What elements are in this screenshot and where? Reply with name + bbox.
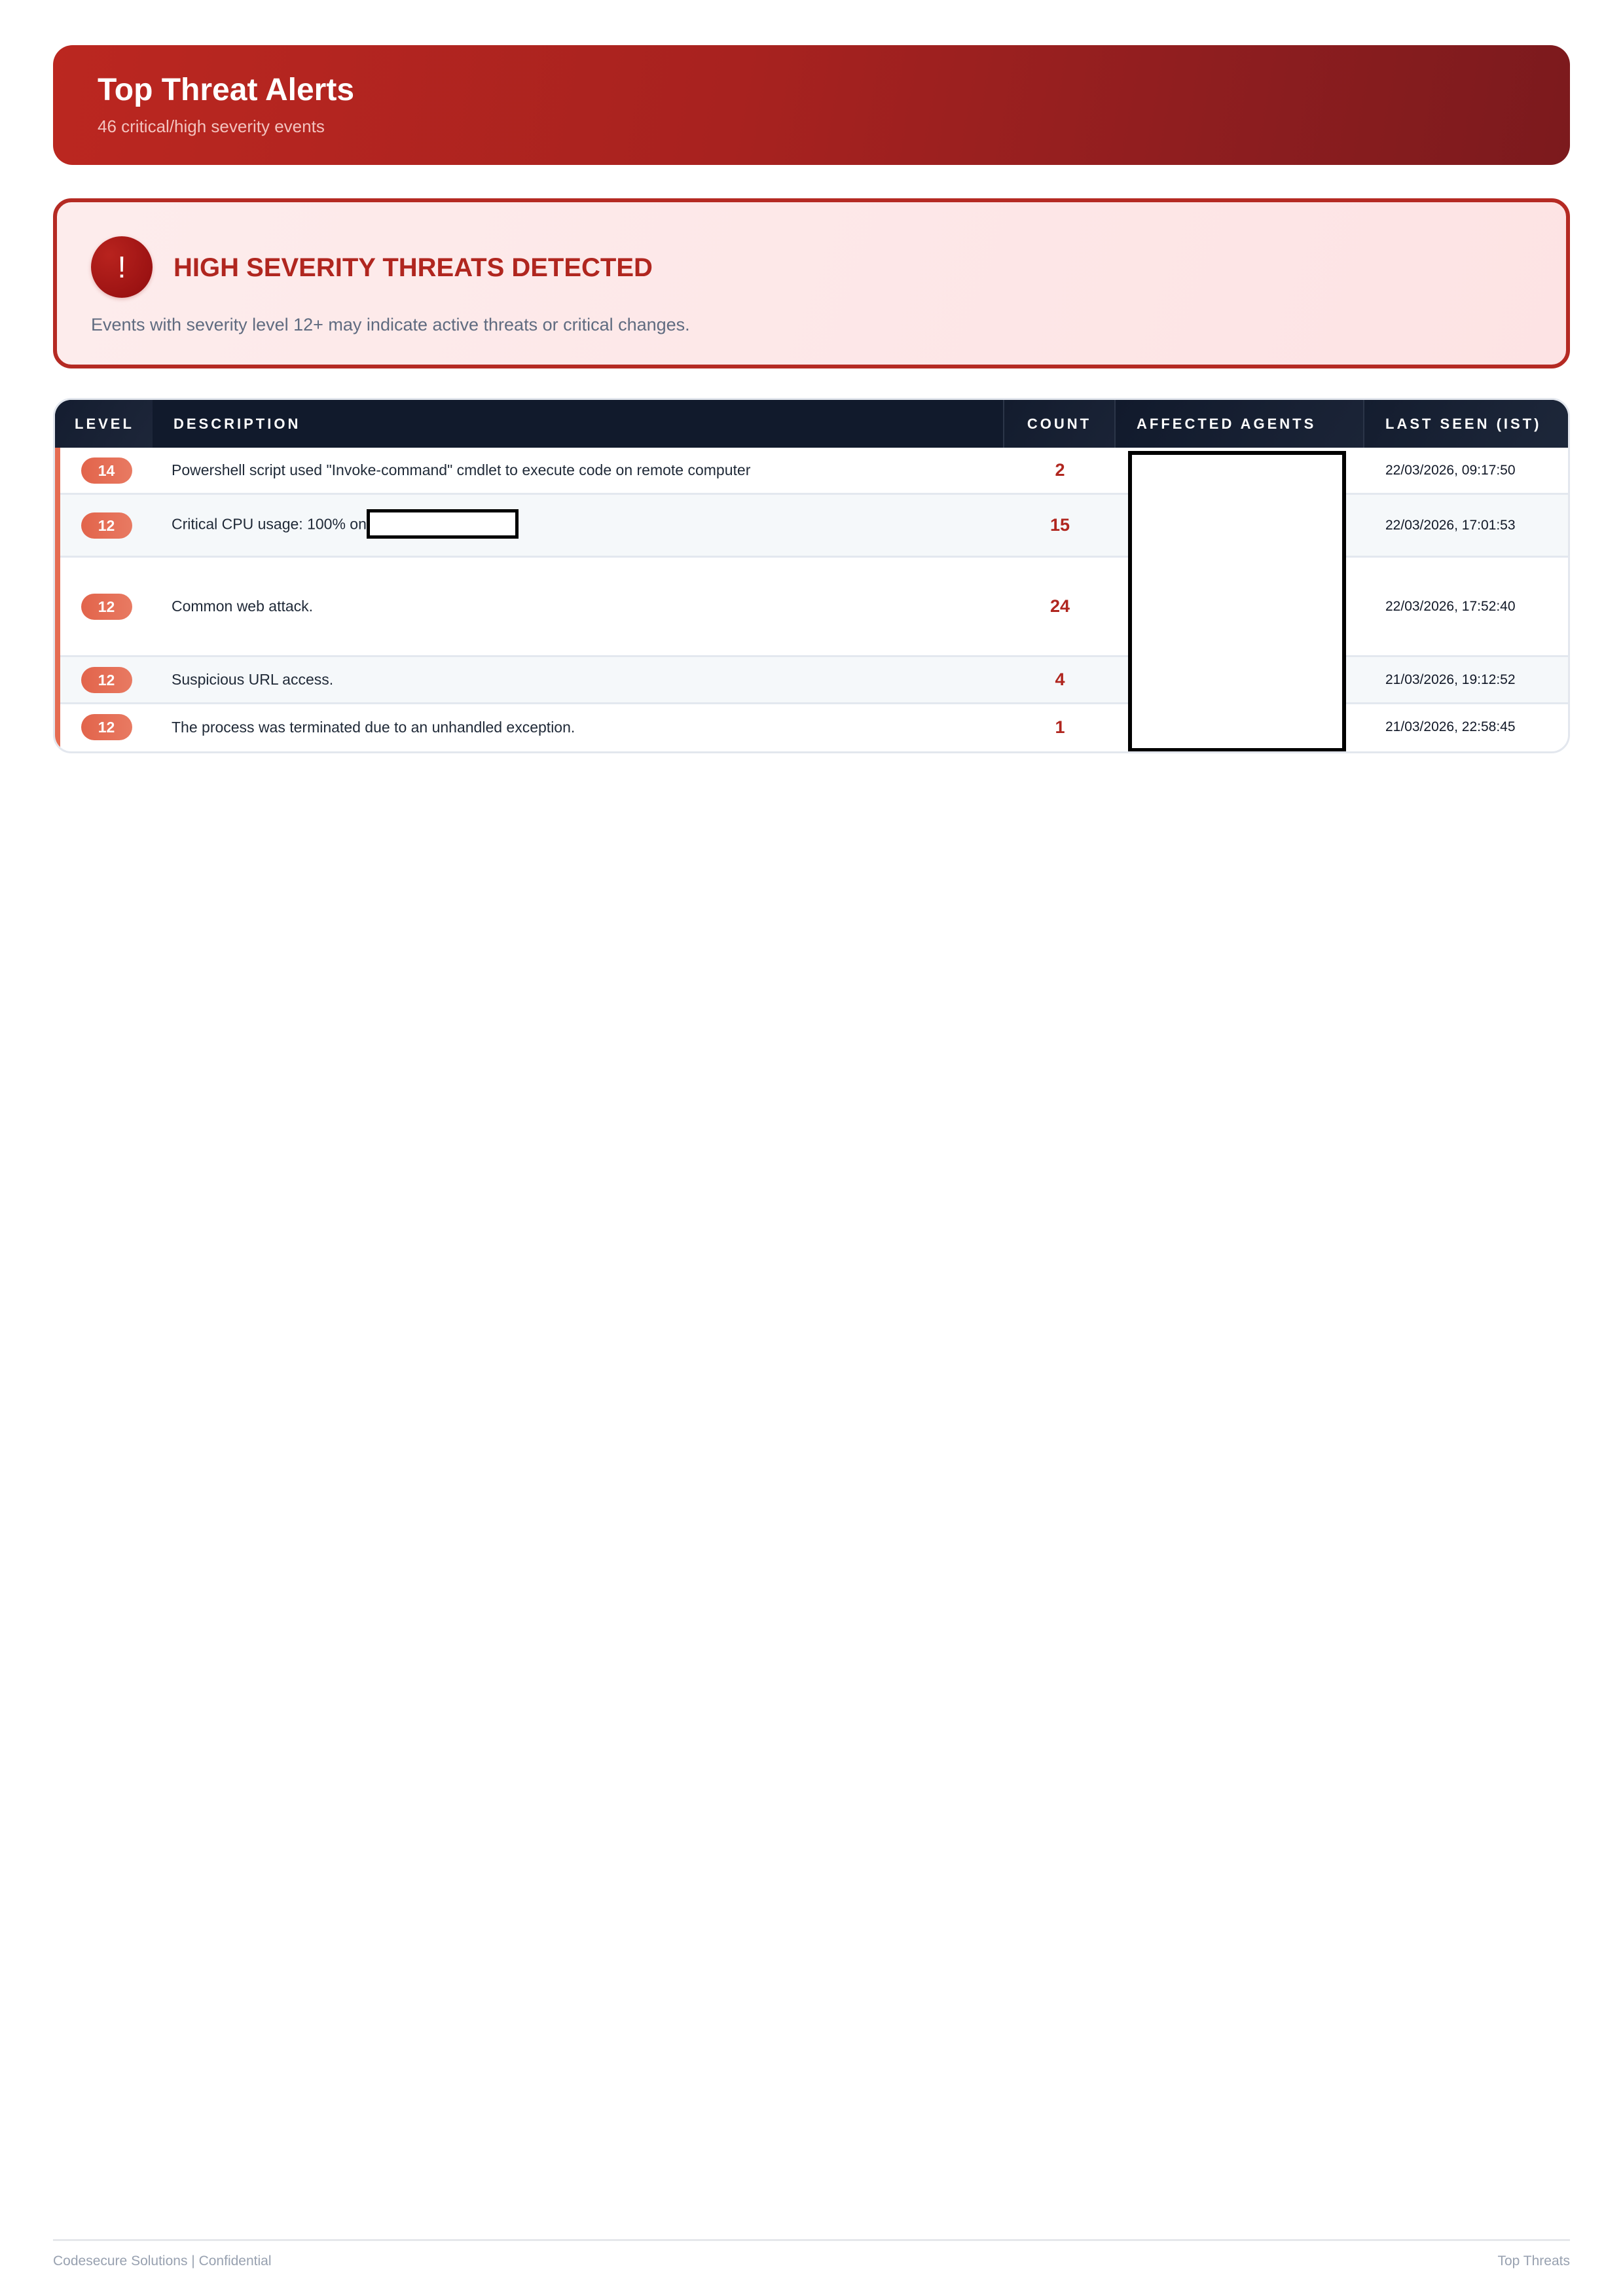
column-header-affected-agents: AFFECTED AGENTS [1116, 400, 1364, 448]
page-title: Top Threat Alerts [98, 73, 355, 107]
level-cell [55, 512, 153, 539]
last-seen-cell: 21/03/2026, 19:12:52 [1385, 672, 1516, 687]
severity-accent-bar [55, 558, 60, 657]
alert-title: HIGH SEVERITY THREATS DETECTED [173, 253, 653, 282]
footer-company-label: Codesecure Solutions | Confidential [53, 2253, 272, 2269]
footer-divider [53, 2239, 1570, 2241]
description-text: Critical CPU usage: 100% on [172, 515, 367, 533]
severity-badge: 12 [81, 714, 132, 740]
column-header-last-seen: LAST SEEN (IST) [1364, 400, 1568, 448]
last-seen-cell: 21/03/2026, 22:58:45 [1385, 719, 1516, 734]
severity-badge: 12 [81, 512, 132, 539]
last-seen-cell: 22/03/2026, 17:52:40 [1385, 598, 1516, 614]
count-cell: 15 [1049, 515, 1070, 535]
description-cell [153, 511, 1004, 540]
severity-badge: 12 [81, 667, 132, 693]
severity-accent-bar [55, 657, 60, 704]
severity-accent-bar [55, 495, 60, 558]
alert-description: Events with severity level 12+ may indicate active threats or critical changes. [91, 315, 690, 334]
description-cell: Powershell script used "Invoke-command" cmdlet to execute code on remote computer [172, 461, 751, 478]
column-header-count: COUNT [1004, 400, 1116, 448]
redacted-affected-agents [1128, 451, 1346, 752]
redacted-hostname [367, 509, 519, 539]
level-cell [55, 457, 153, 484]
severity-accent-bar [55, 704, 60, 752]
description-cell: Common web attack. [172, 598, 314, 615]
count-cell: 2 [1055, 460, 1065, 480]
page-subtitle: 46 critical/high severity events [98, 117, 325, 136]
level-cell [55, 594, 153, 620]
level-cell [55, 714, 153, 740]
footer-section-label: Top Threats [1497, 2253, 1570, 2269]
severity-badge: 12 [81, 594, 132, 620]
description-cell: Suspicious URL access. [172, 671, 334, 688]
count-cell: 4 [1055, 670, 1065, 689]
severity-badge: 14 [81, 457, 132, 484]
threat-alerts-table [53, 398, 1570, 753]
count-cell: 24 [1049, 596, 1070, 616]
page-header-banner [53, 45, 1570, 165]
description-cell: The process was terminated due to an unhandled exception. [172, 718, 575, 736]
column-header-description: DESCRIPTION [153, 400, 1004, 448]
count-cell: 1 [1055, 717, 1065, 737]
level-cell [55, 667, 153, 693]
exclamation-icon: ! [91, 236, 153, 298]
table-header [55, 400, 1568, 448]
last-seen-cell: 22/03/2026, 09:17:50 [1385, 462, 1516, 478]
high-severity-alert-box [53, 198, 1570, 368]
last-seen-cell: 22/03/2026, 17:01:53 [1385, 517, 1516, 533]
severity-accent-bar [55, 448, 60, 495]
column-header-level: LEVEL [55, 400, 153, 448]
